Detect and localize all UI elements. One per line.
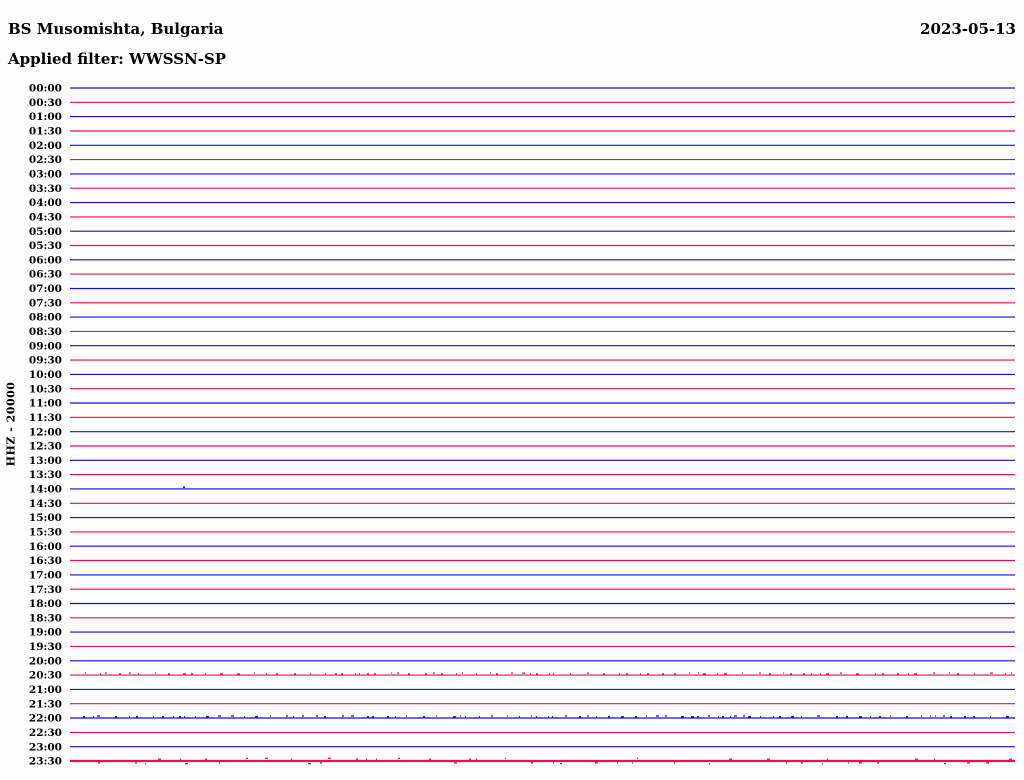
time-label: 17:30 bbox=[28, 583, 62, 596]
time-label: 22:00 bbox=[28, 712, 62, 725]
filter-label: Applied filter: WWSSN-SP bbox=[8, 50, 227, 68]
time-label: 23:00 bbox=[28, 741, 62, 754]
time-label: 06:00 bbox=[28, 254, 62, 267]
time-label: 10:00 bbox=[28, 369, 62, 381]
time-label: 04:00 bbox=[28, 197, 62, 210]
time-label: 08:00 bbox=[28, 311, 62, 324]
time-label: 17:00 bbox=[28, 569, 62, 582]
time-label: 06:30 bbox=[28, 268, 62, 281]
time-label: 07:00 bbox=[28, 283, 62, 296]
trace-noise-ticks bbox=[85, 673, 1012, 674]
time-label: 09:00 bbox=[28, 340, 62, 353]
date-label: 2023-05-13 bbox=[920, 20, 1016, 38]
time-label: 16:30 bbox=[28, 555, 62, 568]
time-label: 21:30 bbox=[28, 698, 62, 711]
time-label: 19:30 bbox=[28, 641, 62, 653]
time-label: 01:00 bbox=[28, 111, 62, 124]
time-label: 20:00 bbox=[28, 655, 62, 668]
time-label: 12:30 bbox=[28, 440, 62, 453]
time-label: 20:30 bbox=[28, 669, 62, 682]
time-label: 11:00 bbox=[28, 397, 62, 410]
channel-axis-label: HHZ - 20000 bbox=[4, 381, 18, 467]
time-label: 05:30 bbox=[28, 240, 62, 253]
time-label: 10:30 bbox=[28, 383, 62, 396]
time-label: 14:30 bbox=[28, 497, 62, 510]
time-label: 05:00 bbox=[28, 225, 62, 238]
time-label: 19:00 bbox=[28, 626, 62, 639]
time-label: 23:30 bbox=[28, 755, 62, 768]
time-label: 15:00 bbox=[28, 512, 62, 525]
station-title: BS Musomishta, Bulgaria bbox=[8, 20, 224, 38]
time-label: 15:30 bbox=[28, 526, 62, 539]
time-label: 13:30 bbox=[28, 469, 62, 482]
time-label: 08:30 bbox=[28, 326, 62, 338]
time-label: 09:30 bbox=[28, 354, 62, 367]
time-label: 02:30 bbox=[28, 154, 62, 167]
time-label: 03:00 bbox=[28, 168, 62, 181]
time-label: 07:30 bbox=[28, 297, 62, 310]
time-label: 21:00 bbox=[28, 684, 62, 696]
time-label: 18:00 bbox=[28, 598, 62, 611]
time-label: 01:30 bbox=[28, 125, 62, 138]
time-label: 00:30 bbox=[28, 96, 62, 109]
time-label: 02:00 bbox=[28, 139, 62, 152]
time-label: 00:00 bbox=[28, 82, 62, 95]
time-label: 18:30 bbox=[28, 612, 62, 625]
time-label: 03:30 bbox=[28, 182, 62, 195]
time-label: 16:00 bbox=[28, 540, 62, 553]
time-label: 12:00 bbox=[28, 426, 62, 439]
time-label: 04:30 bbox=[28, 211, 62, 224]
time-label: 14:00 bbox=[28, 483, 62, 496]
time-label: 13:00 bbox=[28, 454, 62, 467]
trace-noise-ticks bbox=[83, 716, 1024, 717]
time-label: 22:30 bbox=[28, 727, 62, 739]
time-label: 11:30 bbox=[28, 411, 62, 424]
